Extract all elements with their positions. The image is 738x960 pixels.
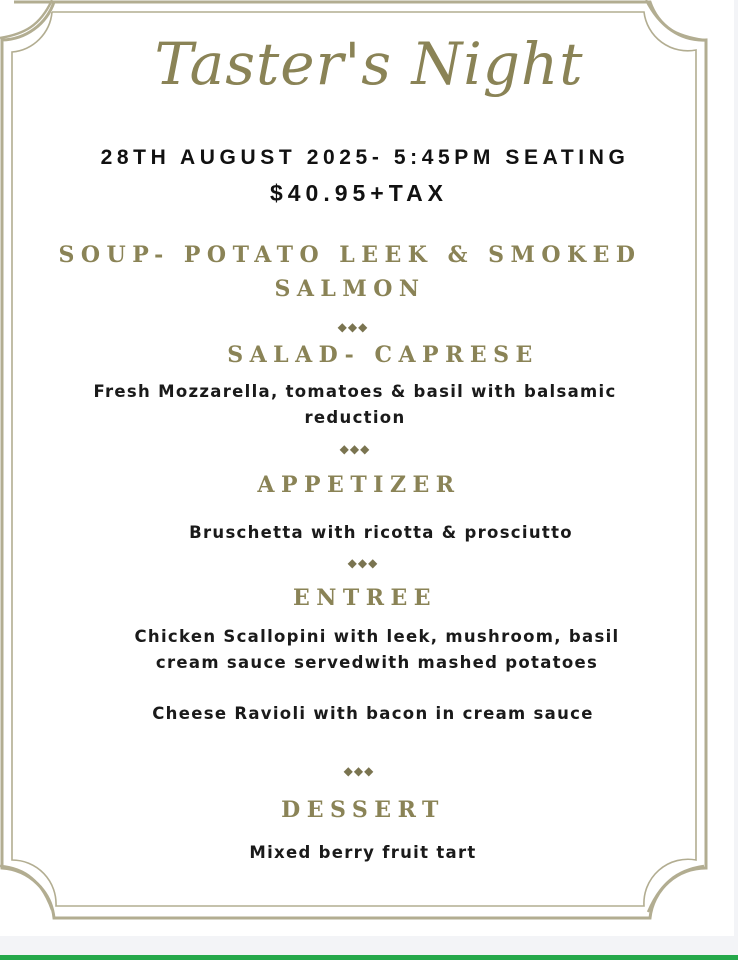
menu-title: Taster's Night <box>154 30 584 98</box>
entree-option-chicken-line1: Chicken Scallopini with leek, mushroom, basil <box>134 627 620 646</box>
soup-heading-line2: SALMON <box>274 276 426 302</box>
salad-description <box>0 379 724 431</box>
divider-diamonds: ◆◆◆ <box>337 320 369 334</box>
entree-heading: ENTREE <box>292 585 438 611</box>
entree-option-chicken <box>8 624 738 676</box>
divider-diamonds: ◆◆◆ <box>339 442 371 456</box>
entree-option-ravioli: Cheese Ravioli with bacon in cream sauce <box>152 704 594 723</box>
entree-option-chicken-line2: cream sauce servedwith mashed potatoes <box>155 653 599 672</box>
soup-heading-line1: SOUP- POTATO LEEK & SMOKED <box>58 242 642 268</box>
salad-description-line2: reduction <box>304 408 406 427</box>
soup-heading <box>0 238 700 306</box>
dessert-description: Mixed berry fruit tart <box>249 843 477 862</box>
salad-heading: SALAD- CAPRESE <box>227 342 539 368</box>
appetizer-description: Bruschetta with ricotta & prosciutto <box>189 523 573 542</box>
event-price: $40.95+TAX <box>269 180 449 206</box>
divider-diamonds: ◆◆◆ <box>347 556 379 570</box>
event-date-seating: 28TH AUGUST 2025- 5:45PM SEATING <box>100 146 630 169</box>
dessert-heading: DESSERT <box>281 797 445 823</box>
bottom-edge-strip <box>0 955 738 960</box>
divider-diamonds: ◆◆◆ <box>343 764 375 778</box>
appetizer-heading: APPETIZER <box>257 472 461 498</box>
salad-description-line1: Fresh Mozzarella, tomatoes & basil with balsamic <box>93 382 617 401</box>
